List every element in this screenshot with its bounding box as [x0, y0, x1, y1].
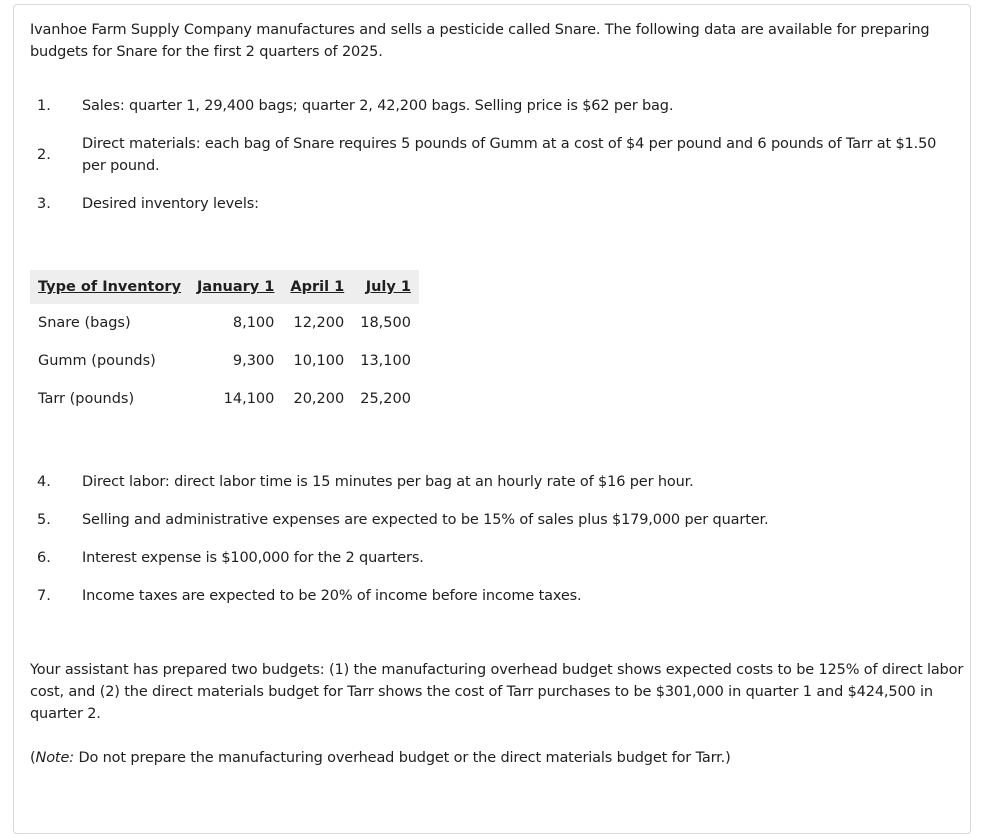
table-cell: 9,300 — [232, 353, 275, 369]
list-item-number: 1. — [37, 98, 51, 114]
list-item-text: Direct labor: direct labor time is 15 minutes per bag at an hourly rate of $16 per hour. — [82, 474, 694, 490]
list-item-number: 5. — [37, 512, 51, 528]
list-item — [30, 193, 960, 215]
table-cell: 20,200 — [293, 391, 345, 407]
table-cell: 25,200 — [360, 391, 411, 407]
inventory-table — [30, 270, 419, 418]
list-item-text: Sales: quarter 1, 29,400 bags; quarter 2, 42,200 bags. Selling price is $62 per bag. — [82, 98, 674, 114]
note-text: Do not prepare the manufacturing overhead budget or the direct materials budget for Tarr.) — [73, 750, 731, 766]
list-item-number: 6. — [37, 550, 51, 566]
column-header: April 1 — [282, 270, 352, 304]
assistant-paragraph: Your assistant has prepared two budgets: (1) the manufacturing overhead budget shows expected costs to be 125% of direct labor cost, and (2) the direct materials budget for Tarr shows the cost of Tarr purchases to be $301,000 in quarter 1 and $424,500 in quarter 2. — [30, 662, 964, 722]
list-item-text: Income taxes are expected to be 20% of income before income taxes. — [82, 588, 582, 604]
list-item-number: 3. — [37, 196, 51, 212]
table-row — [30, 342, 419, 380]
list-item — [30, 509, 960, 531]
column-header: January 1 — [189, 270, 282, 304]
table-cell: 8,100 — [232, 315, 275, 331]
table-cell: 12,200 — [293, 315, 345, 331]
table-cell: 10,100 — [293, 353, 345, 369]
list-item — [30, 585, 960, 607]
list-item — [30, 471, 960, 493]
note-open-paren: ( — [30, 750, 36, 766]
table-header-row — [30, 270, 419, 304]
list-item-number: 4. — [37, 474, 51, 490]
list-item-text: Interest expense is $100,000 for the 2 quarters. — [82, 550, 424, 566]
table-cell: 13,100 — [360, 353, 411, 369]
table-cell: Snare (bags) — [38, 315, 131, 331]
note-paragraph — [30, 747, 965, 769]
intro-paragraph: Ivanhoe Farm Supply Company manufactures and sells a pesticide called Snare. The following data are available for preparing budgets for Snare for the first 2 quarters of 2025. — [30, 22, 930, 60]
list-item-number: 7. — [37, 588, 51, 604]
list-item — [30, 95, 960, 117]
table-cell: Tarr (pounds) — [38, 391, 135, 407]
list-item-text: Direct materials: each bag of Snare requires 5 pounds of Gumm at a cost of $4 per pound and 6 pounds of Tarr at $1.50 per pound. — [82, 136, 937, 174]
table-row — [30, 304, 419, 342]
list-item — [30, 133, 960, 177]
list-item-text: Selling and administrative expenses are expected to be 15% of sales plus $179,000 per quarter. — [82, 512, 769, 528]
table-cell: 18,500 — [360, 315, 411, 331]
column-header: Type of Inventory — [30, 270, 189, 304]
column-header: July 1 — [352, 270, 419, 304]
list-item-text: Desired inventory levels: — [82, 196, 259, 212]
list-item-number: 2. — [37, 147, 51, 163]
note-label: Note: — [35, 750, 74, 766]
list-item — [30, 547, 960, 569]
table-cell: Gumm (pounds) — [38, 353, 156, 369]
table-cell: 14,100 — [223, 391, 275, 407]
table-row — [30, 380, 419, 418]
